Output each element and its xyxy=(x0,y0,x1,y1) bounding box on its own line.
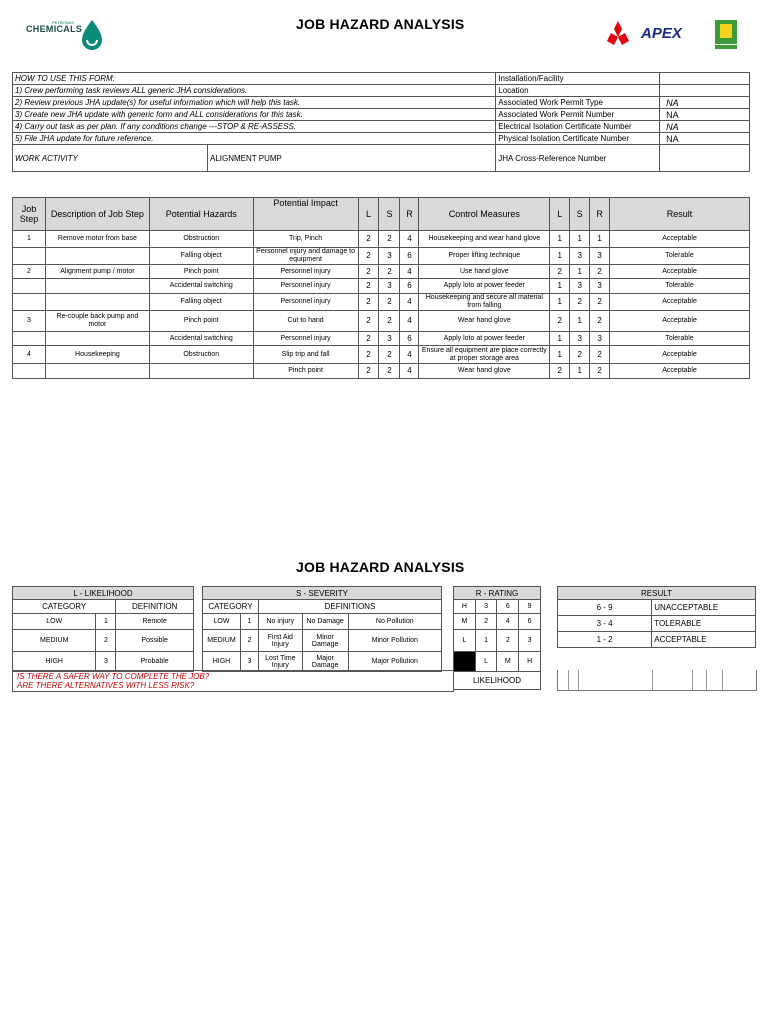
rating-cell: L xyxy=(454,630,476,652)
field-label: Installation/Facility xyxy=(496,73,660,85)
residual-likelihood: 1 xyxy=(550,248,570,265)
rating-cell: 9 xyxy=(519,600,541,614)
severity: 3 xyxy=(379,332,400,346)
severity: 2 xyxy=(379,265,400,279)
field-label: Location xyxy=(496,85,660,97)
severity: 2 xyxy=(379,311,400,332)
result: Acceptable xyxy=(610,364,750,379)
rating-axis-label: M xyxy=(497,652,519,672)
rating-cell: 1 xyxy=(475,630,497,652)
likelihood-number: 3 xyxy=(96,652,116,672)
rating-cell: 2 xyxy=(475,614,497,630)
col-header-s: S xyxy=(379,198,400,231)
job-step xyxy=(13,248,46,265)
severity-def-injury: No injury xyxy=(258,614,302,630)
col-header-result: Result xyxy=(610,198,750,231)
jha-rows xyxy=(13,231,750,379)
residual-likelihood: 1 xyxy=(550,346,570,364)
control-measure: Housekeeping and wear hand glove xyxy=(419,231,550,248)
residual-severity: 1 xyxy=(570,231,590,248)
job-step xyxy=(13,294,46,311)
residual-rating: 1 xyxy=(590,231,610,248)
field-value[interactable]: NA xyxy=(660,133,750,145)
severity-category: MEDIUM xyxy=(203,630,241,652)
severity-def-damage: No Damage xyxy=(302,614,348,630)
severity-title: S - SEVERITY xyxy=(203,587,442,600)
table-row xyxy=(13,248,750,265)
petronas-drop-icon xyxy=(80,18,104,50)
residual-likelihood: 2 xyxy=(550,311,570,332)
job-step-description xyxy=(45,364,149,379)
severity: 2 xyxy=(379,231,400,248)
field-label: Electrical Isolation Certificate Number xyxy=(496,121,660,133)
job-step xyxy=(13,364,46,379)
likelihood-col-category: CATEGORY xyxy=(13,600,116,614)
control-measure: Apply loto at power feeder xyxy=(419,332,550,346)
potential-impact: Personnel injury and damage to equipment xyxy=(253,248,358,265)
field-value[interactable] xyxy=(660,73,750,85)
likelihood-definition: Possible xyxy=(116,630,194,652)
page-title-2: JOB HAZARD ANALYSIS xyxy=(296,559,465,575)
result: Acceptable xyxy=(610,294,750,311)
petronas-chemicals-logo xyxy=(24,18,104,52)
potential-impact: Personnel injury xyxy=(253,279,358,294)
job-step-description xyxy=(45,248,149,265)
severity-number: 2 xyxy=(240,630,258,652)
potential-impact: Personnel injury xyxy=(253,265,358,279)
jha-table xyxy=(12,197,750,379)
rating-title: R - RATING xyxy=(454,587,541,600)
field-value[interactable]: NA xyxy=(660,109,750,121)
instruction-step: 2) Review previous JHA update(s) for useful information which will help this task. xyxy=(13,97,496,109)
likelihood: 2 xyxy=(358,279,379,294)
residual-severity: 2 xyxy=(570,294,590,311)
control-measure: Proper lifting technique xyxy=(419,248,550,265)
control-measure: Wear hand glove xyxy=(419,364,550,379)
table-row xyxy=(13,231,750,248)
rating-corner-cell xyxy=(454,652,476,672)
col-header-step: Job Step xyxy=(13,198,46,231)
severity: 2 xyxy=(379,346,400,364)
severity: 2 xyxy=(379,294,400,311)
residual-likelihood: 1 xyxy=(550,231,570,248)
potential-hazard xyxy=(149,364,253,379)
diamonds-icon xyxy=(603,20,633,50)
col-header-hazards: Potential Hazards xyxy=(149,198,253,231)
severity-def-damage: Major Damage xyxy=(302,652,348,672)
likelihood: 2 xyxy=(358,248,379,265)
company-emblem-icon xyxy=(715,20,737,50)
likelihood: 2 xyxy=(358,265,379,279)
control-measure: Housekeeping and secure all material from falling xyxy=(419,294,550,311)
col-header-s2: S xyxy=(570,198,590,231)
job-step: 3 xyxy=(13,311,46,332)
control-measure: Ensure all equipment are place correctly at proper storage area xyxy=(419,346,550,364)
instruction-step: 3) Create new JHA update with generic form and ALL considerations for this task. xyxy=(13,109,496,121)
residual-severity: 3 xyxy=(570,332,590,346)
residual-rating: 3 xyxy=(590,248,610,265)
rating-cell: 3 xyxy=(475,600,497,614)
table-row xyxy=(13,364,750,379)
job-step-description: Re-couple back pump and motor xyxy=(45,311,149,332)
likelihood: 2 xyxy=(358,332,379,346)
likelihood-title: L - LIKELIHOOD xyxy=(13,587,194,600)
instruction-step: 4) Carry out task as per plan. If any conditions change ---STOP & RE-ASSESS. xyxy=(13,121,496,133)
result-range: 1 - 2 xyxy=(558,632,652,648)
residual-likelihood: 1 xyxy=(550,294,570,311)
severity: 3 xyxy=(379,279,400,294)
result-label: ACCEPTABLE xyxy=(652,632,756,648)
field-value[interactable]: NA xyxy=(660,121,750,133)
likelihood-category: MEDIUM xyxy=(13,630,96,652)
control-measure: Apply loto at power feeder xyxy=(419,279,550,294)
result: Tolerable xyxy=(610,279,750,294)
potential-hazard: Pinch point xyxy=(149,311,253,332)
alternatives-question: ARE THERE ALTERNATIVES WITH LESS RISK? xyxy=(17,681,195,690)
col-header-r: R xyxy=(400,198,419,231)
residual-severity: 1 xyxy=(570,364,590,379)
severity-def-pollution: No Pollution xyxy=(348,614,441,630)
rating: 4 xyxy=(400,311,419,332)
result: Acceptable xyxy=(610,231,750,248)
rating: 6 xyxy=(400,279,419,294)
logo-top-text: PETRONAS xyxy=(52,20,75,25)
severity-def-injury: Lost Time Injury xyxy=(258,652,302,672)
instruction-step: 1) Crew performing task reviews ALL generic JHA considerations. xyxy=(13,85,496,97)
likelihood-number: 2 xyxy=(96,630,116,652)
potential-impact: Cut to hand xyxy=(253,311,358,332)
potential-hazard: Accidental switching xyxy=(149,332,253,346)
rating-table xyxy=(453,586,541,690)
potential-hazard: Obstruction xyxy=(149,231,253,248)
col-header-description: Description of Job Step xyxy=(45,198,149,231)
residual-likelihood: 2 xyxy=(550,265,570,279)
job-step: 2 xyxy=(13,265,46,279)
control-measure: Use hand glove xyxy=(419,265,550,279)
severity-number: 3 xyxy=(240,652,258,672)
likelihood: 2 xyxy=(358,231,379,248)
severity: 3 xyxy=(379,248,400,265)
severity-col-definitions: DEFINITIONS xyxy=(258,600,441,614)
field-value[interactable]: NA xyxy=(660,97,750,109)
table-row xyxy=(13,311,750,332)
residual-rating: 3 xyxy=(590,332,610,346)
severity-table xyxy=(202,586,442,672)
rating-cell: 4 xyxy=(497,614,519,630)
col-header-l2: L xyxy=(550,198,570,231)
rating-axis-label: H xyxy=(519,652,541,672)
field-label: Associated Work Permit Type xyxy=(496,97,660,109)
likelihood-category: LOW xyxy=(13,614,96,630)
rating-cell: 6 xyxy=(497,600,519,614)
job-step-description xyxy=(45,294,149,311)
potential-impact: Pinch point xyxy=(253,364,358,379)
apex-logo xyxy=(603,18,739,52)
field-label: Physical Isolation Certificate Number xyxy=(496,133,660,145)
severity-def-pollution: Minor Pollution xyxy=(348,630,441,652)
potential-impact: Personnel injury xyxy=(253,332,358,346)
result: Tolerable xyxy=(610,332,750,346)
rating: 4 xyxy=(400,231,419,248)
rating-cell: M xyxy=(454,614,476,630)
questions-box xyxy=(12,670,454,692)
crossref-value[interactable] xyxy=(660,145,750,172)
likelihood: 2 xyxy=(358,311,379,332)
rating-cell: H xyxy=(454,600,476,614)
table-row xyxy=(13,265,750,279)
potential-hazard: Falling object xyxy=(149,248,253,265)
job-step xyxy=(13,332,46,346)
residual-rating: 2 xyxy=(590,364,610,379)
likelihood: 2 xyxy=(358,294,379,311)
potential-hazard: Falling object xyxy=(149,294,253,311)
result-title: RESULT xyxy=(558,587,756,600)
residual-rating: 2 xyxy=(590,346,610,364)
residual-severity: 2 xyxy=(570,346,590,364)
how-to-title: HOW TO USE THIS FORM: xyxy=(13,73,496,85)
job-step: 1 xyxy=(13,231,46,248)
likelihood-definition: Probable xyxy=(116,652,194,672)
rating: 4 xyxy=(400,265,419,279)
logo-text: CHEMICALS xyxy=(26,24,83,34)
rating: 4 xyxy=(400,294,419,311)
result-label: TOLERABLE xyxy=(652,616,756,632)
rating-axis-label: L xyxy=(475,652,497,672)
job-step-description xyxy=(45,332,149,346)
table-row xyxy=(13,294,750,311)
likelihood-number: 1 xyxy=(96,614,116,630)
col-header-control: Control Measures xyxy=(419,198,550,231)
table-row xyxy=(13,332,750,346)
residual-rating: 2 xyxy=(590,311,610,332)
table-row xyxy=(13,279,750,294)
control-measure: Wear hand glove xyxy=(419,311,550,332)
severity-category: HIGH xyxy=(203,652,241,672)
potential-hazard: Pinch point xyxy=(149,265,253,279)
job-step-description: Alignment pump / motor xyxy=(45,265,149,279)
severity: 2 xyxy=(379,364,400,379)
potential-impact: Slip trip and fall xyxy=(253,346,358,364)
residual-rating: 2 xyxy=(590,294,610,311)
rating: 6 xyxy=(400,332,419,346)
residual-likelihood: 1 xyxy=(550,332,570,346)
severity-def-injury: First Aid Injury xyxy=(258,630,302,652)
job-step-description: Remove motor from base xyxy=(45,231,149,248)
result-range: 3 - 4 xyxy=(558,616,652,632)
residual-likelihood: 1 xyxy=(550,279,570,294)
legend-area xyxy=(12,586,756,692)
col-header-r2: R xyxy=(590,198,610,231)
job-step-description xyxy=(45,279,149,294)
result-empty-row xyxy=(557,670,757,691)
likelihood-definition: Remote xyxy=(116,614,194,630)
page-title: JOB HAZARD ANALYSIS xyxy=(296,16,465,32)
result-range: 6 - 9 xyxy=(558,600,652,616)
job-step: 4 xyxy=(13,346,46,364)
rating-cell: 2 xyxy=(497,630,519,652)
field-value[interactable] xyxy=(660,85,750,97)
table-row xyxy=(13,346,750,364)
field-label: Associated Work Permit Number xyxy=(496,109,660,121)
job-step xyxy=(13,279,46,294)
severity-def-pollution: Major Pollution xyxy=(348,652,441,672)
result: Acceptable xyxy=(610,265,750,279)
potential-hazard: Obstruction xyxy=(149,346,253,364)
rating: 4 xyxy=(400,346,419,364)
potential-hazard: Accidental switching xyxy=(149,279,253,294)
residual-severity: 1 xyxy=(570,311,590,332)
rating-likelihood-label: LIKELIHOOD xyxy=(454,672,541,690)
apex-text: APEX xyxy=(641,25,682,42)
severity-col-category: CATEGORY xyxy=(203,600,259,614)
potential-impact: Personnel injury xyxy=(253,294,358,311)
work-activity-value[interactable]: ALIGNMENT PUMP xyxy=(208,145,496,171)
severity-number: 1 xyxy=(240,614,258,630)
residual-severity: 1 xyxy=(570,265,590,279)
rating-cell: 6 xyxy=(519,614,541,630)
result: Tolerable xyxy=(610,248,750,265)
job-step-description: Housekeeping xyxy=(45,346,149,364)
col-header-l: L xyxy=(358,198,379,231)
rating: 4 xyxy=(400,364,419,379)
instruction-step: 5) File JHA update for future reference. xyxy=(13,133,496,145)
crossref-label: JHA Cross-Reference Number xyxy=(496,145,660,172)
likelihood: 2 xyxy=(358,346,379,364)
residual-likelihood: 2 xyxy=(550,364,570,379)
likelihood: 2 xyxy=(358,364,379,379)
result-table xyxy=(557,586,756,648)
work-activity-label: WORK ACTIVITY xyxy=(15,153,78,163)
severity-category: LOW xyxy=(203,614,241,630)
info-table xyxy=(12,72,750,172)
residual-rating: 3 xyxy=(590,279,610,294)
safer-way-question: IS THERE A SAFER WAY TO COMPLETE THE JOB? xyxy=(17,672,210,681)
severity-def-damage: Minor Damage xyxy=(302,630,348,652)
result: Acceptable xyxy=(610,311,750,332)
work-activity-cell xyxy=(13,145,496,172)
potential-impact: Trip, Pinch xyxy=(253,231,358,248)
result-label: UNACCEPTABLE xyxy=(652,600,756,616)
result: Acceptable xyxy=(610,346,750,364)
likelihood-col-definition: DEFINITION xyxy=(116,600,194,614)
col-header-impact: Potential Impact xyxy=(253,198,358,231)
residual-severity: 3 xyxy=(570,248,590,265)
likelihood-table xyxy=(12,586,194,672)
rating-cell: 3 xyxy=(519,630,541,652)
residual-severity: 3 xyxy=(570,279,590,294)
rating: 6 xyxy=(400,248,419,265)
likelihood-category: HIGH xyxy=(13,652,96,672)
residual-rating: 2 xyxy=(590,265,610,279)
